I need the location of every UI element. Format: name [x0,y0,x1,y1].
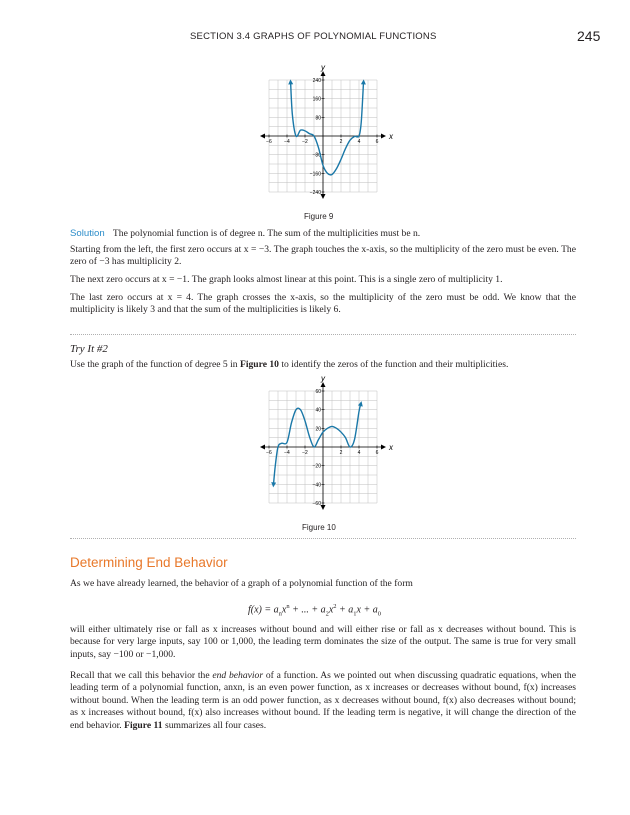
x-tick-label: 4 [357,450,361,456]
x-tick-label: −2 [302,450,308,456]
x-tick-label: −4 [284,450,290,456]
figure-10-caption: Figure 10 [302,523,336,532]
y-axis-label: y [321,374,325,383]
section-title: GRAPHS OF POLYNOMIAL FUNCTIONS [253,31,437,42]
divider [70,334,576,335]
y-tick-label: 60 [315,389,321,395]
x-axis-arrow-right [381,134,386,139]
figure-11-ref: Figure 11 [124,719,163,731]
try-it-text-b: to identify the zeros of the function and their multiplicities. [278,359,509,370]
intro-paragraph: As we have already learned, the behavior of a graph of a polynomial function of the form [70,578,413,589]
section-heading: Determining End Behavior [70,555,228,570]
y-tick-label: −40 [312,482,321,489]
x-tick-label: 2 [339,450,343,456]
x-axis-arrow-right [381,445,386,450]
y-tick-label: 20 [315,426,321,433]
try-it-title: Try It #2 [70,343,108,355]
try-it-text [70,359,576,371]
polynomial-curve [291,82,364,178]
x-tick-label: 4 [357,139,361,145]
running-header [190,31,436,42]
p2-c: summarizes all four cases. [162,719,267,731]
solution-label: Solution [70,228,105,239]
y-axis-arrow-down [321,505,326,510]
try-it-text-a: Use the graph of the function of degree 5 in [70,359,240,370]
solution-paragraph-1 [70,228,576,240]
end-behavior-paragraph-1: will either ultimately rise or fall as x increases without bound and will either rise or fall as x decreases without bound. This is because for very large inputs, say 100 or 1,000, the leading term dominates the size of the output. The same is true for very small inputs, say −100 or −1,000. [70,624,576,660]
x-tick-label: 2 [339,139,343,145]
x-tick-label: 6 [375,139,379,145]
y-tick-label: 40 [315,407,321,414]
x-tick-label: −4 [284,139,290,145]
x-tick-label: −6 [266,139,272,145]
y-tick-label: −160 [309,171,321,178]
divider [70,538,576,539]
y-tick-label: −20 [312,463,321,470]
x-axis-label: x [389,443,393,452]
curve-arrow-right [358,401,363,406]
y-tick-label: 160 [312,96,321,103]
page-number: 245 [577,28,601,44]
x-tick-label: 6 [375,450,379,456]
curve-arrow-left [271,482,276,487]
y-tick-label: 240 [312,78,321,84]
x-axis-arrow-left [260,445,265,450]
x-axis-label: x [389,132,393,141]
solution-paragraph-2: Starting from the left, the first zero occurs at x = −3. The graph touches the x-axis, so the multiplicity of the zero must be even. The zero of −3 has multiplicity 2. [70,244,576,268]
polynomial-formula: $f(x) = a_nx^n$ + ... + $a_2x^2 + a_1x + a_0$ [248,603,381,618]
p2-a: Recall that we call this behavior the [70,670,213,681]
end-behavior-paragraph-2 [70,670,576,732]
y-tick-label: −240 [309,190,321,196]
figure-9-graph [255,63,395,202]
y-axis-arrow-down [321,194,326,199]
section-prefix: SECTION 3.4 [190,31,251,42]
solution-text-1: The polynomial function is of degree n. The sum of the multiplicities must be n. [112,228,421,239]
figure-10-graph [255,374,395,513]
y-tick-label: −80 [312,152,321,159]
y-axis-label: y [321,63,325,72]
figure-9-caption: Figure 9 [304,212,334,221]
polynomial-curve [274,404,361,484]
solution-paragraph-3: The next zero occurs at x = −1. The graph looks almost linear at this point. This is a single zero of multiplicity 1. [70,274,503,285]
end-behavior-term: end behavior [212,670,264,681]
x-tick-label: −6 [266,450,272,456]
solution-paragraph-4: The last zero occurs at x = 4. The graph crosses the x-axis, so the multiplicity of the zero must be odd. We know that the multiplicity is likely 3 and that the sum of the multiplicities is likely 6. [70,292,576,316]
y-tick-label: −60 [312,501,321,507]
y-tick-label: 80 [315,115,321,122]
x-axis-arrow-left [260,134,265,139]
x-tick-label: −2 [302,139,308,145]
figure-10-ref: Figure 10 [239,359,279,370]
p2-b: of a function. As we pointed out when discussing quadratic equations, when the leading term of a polynomial function, anxn, is an even power function, as x increases or decreases without bound, f(x) increases without bound. When the leading term is an odd power function, as x decreases without bound, f(x) also decreases without bound; as x increases without bound, f(x) also increases without bound. If the leading term is negative, it will change the direction of the end behavior. [70,670,576,731]
